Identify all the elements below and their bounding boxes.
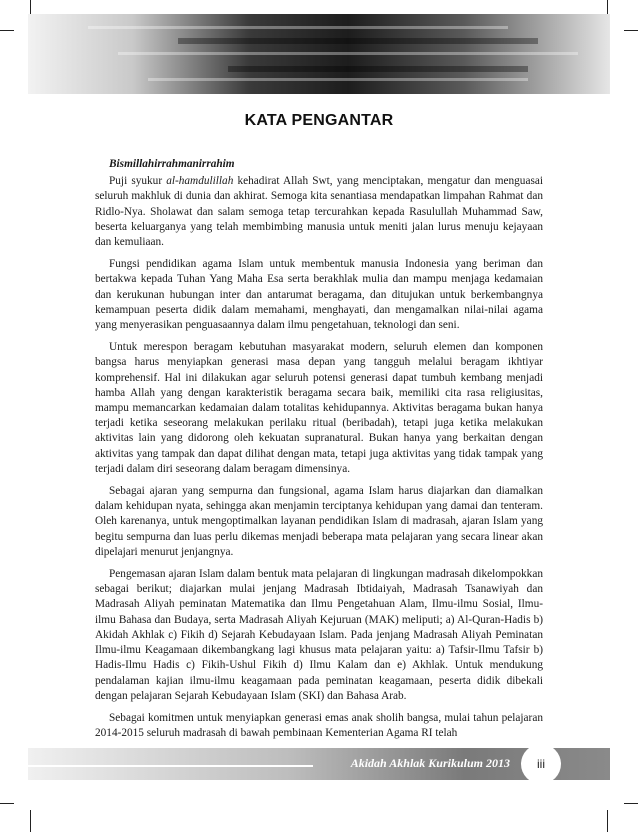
- header-decoration: [28, 14, 610, 94]
- foreword-text: [95, 157, 543, 748]
- crop-mark: [624, 803, 638, 804]
- paragraph: Untuk merespon beragam kebutuhan masyarakat modern, seluruh elemen dan komponen bangsa harus menyiapkan generasi masa depan yang tangguh melalui beragam ikhtiyar komprehensif. Hal ini dilakukan agar seluruh potensi generasi dapat tumbuh kembang menjadi hamba Allah yang dengan karakteristik beragama secara baik, memiliki cita rasa religiusitas, mampu memancarkan kedamaian dalam totalitas kehidupannya. Aktivitas beragama bukan hanya terjadi ketika seseorang melakukan perilaku ritual (beribadah), tetapi juga ketika melakukan aktivitas lain yang didorong oleh kekuatan supranatural. Bukan hanya yang berkaitan dengan aktivitas yang tampak dan dapat dilihat dengan mata, tetapi juga aktivitas yang tidak tampak yang terjadi dalam diri seseorang dalam beragam dimensinya.: [95, 341, 543, 475]
- paragraph: [95, 174, 543, 250]
- paragraph-rest: kehadirat Allah Swt, yang menciptakan, mengatur dan menguasai seluruh makhluk di dunia dan akhirat. Semoga kita senantiasa mendapatkan limpahan Rahmat dan Ridlo-Nya. Sholawat dan salam semoga tetap tercurahkan kepada Rasulullah Muhammad Saw, beserta keluarganya yang telah membimbing manusia untuk meniti jalan lurus menuju kejayaan dan kemuliaan.: [95, 175, 544, 249]
- paragraph: Fungsi pendidikan agama Islam untuk membentuk manusia Indonesia yang beriman dan bertakwa kepada Tuhan Yang Maha Esa serta berakhlak mulia dan mampu menjaga kedamaian dan kerukunan hubungan inter dan antarumat beragama, dan ditujukan untuk berkembangnya kemampuan peserta didik dalam memahami, menghayati, dan mengamalkan nilai-nilai agama yang menyerasikan penguasaannya dalam ilmu pengetahuan, teknologi dan seni.: [95, 258, 543, 332]
- crop-mark: [607, 810, 608, 832]
- italic-term: al-hamdulillah: [166, 175, 234, 188]
- crop-mark: [30, 810, 31, 832]
- crop-mark: [0, 30, 14, 31]
- book-title: Akidah Akhlak Kurikulum 2013: [350, 756, 510, 770]
- crop-mark: [30, 0, 31, 14]
- paragraph: Sebagai ajaran yang sempurna dan fungsional, agama Islam harus diajarkan dan diamalkan dalam kehidupan nyata, sehingga akan menjamin terciptanya kehidupan yang damai dan tenteram. Oleh karenanya, untuk mengoptimalkan layanan pendidikan Islam di madrasah, ajaran Islam yang begitu sempurna dan luas perlu dikemas menjadi beberapa mata pelajaran yang secara linear akan dipelajari menurut jenjangnya.: [95, 485, 543, 558]
- crop-mark: [0, 803, 14, 804]
- crop-mark: [624, 30, 638, 31]
- crop-mark: [607, 0, 608, 14]
- paragraph: Sebagai komitmen untuk menyiapkan generasi emas anak sholih bangsa, mulai tahun pelajaran 2014-2015 seluruh madrasah di bawah pembinaan Kementerian Agama RI telah: [95, 711, 543, 740]
- paragraph: Pengemasan ajaran Islam dalam bentuk mata pelajaran di lingkungan madrasah dikelompokkan sebagai berikut; diajarkan mulai jenjang Madrasah Ibtidaiyah, Madrasah Tsanawiyah dan Madrasah Aliyah peminatan Matematika dan Ilmu Pengetahuan Alam, Ilmu-ilmu Sosial, Ilmu-ilmu Bahasa dan Budaya, serta Madrasah Aliyah Kejuruan (MAK) meliputi; a) Al-Quran-Hadis b) Akidah Akhlak c) Fikih d) Sejarah Kebudayaan Islam. Pada jenjang Madrasah Aliyah Peminatan Ilmu-ilmu Keagamaan dikembangkang lagi khusus mata pelajaran yaitu: a) Tafsir-Ilmu Tafsir b) Hadis-Ilmu Hadis c) Fikih-Ushul Fikih d) Ilmu Kalam dan e) Akhlak. Untuk mendukung pendalaman kajian ilmu-ilmu keagamaan pada peminatan keagamaan, peserta didik dibekali dengan pelajaran Sejarah Kebudayaan Islam (SKI) dan Bahasa Arab.: [95, 568, 543, 702]
- page-number: iii: [521, 744, 561, 784]
- page-title: KATA PENGANTAR: [244, 112, 394, 129]
- opening-line: Bismillahirrahmanirrahim: [109, 158, 235, 170]
- footer-divider: [28, 765, 313, 767]
- paragraph-lead: Puji syukur: [109, 175, 167, 188]
